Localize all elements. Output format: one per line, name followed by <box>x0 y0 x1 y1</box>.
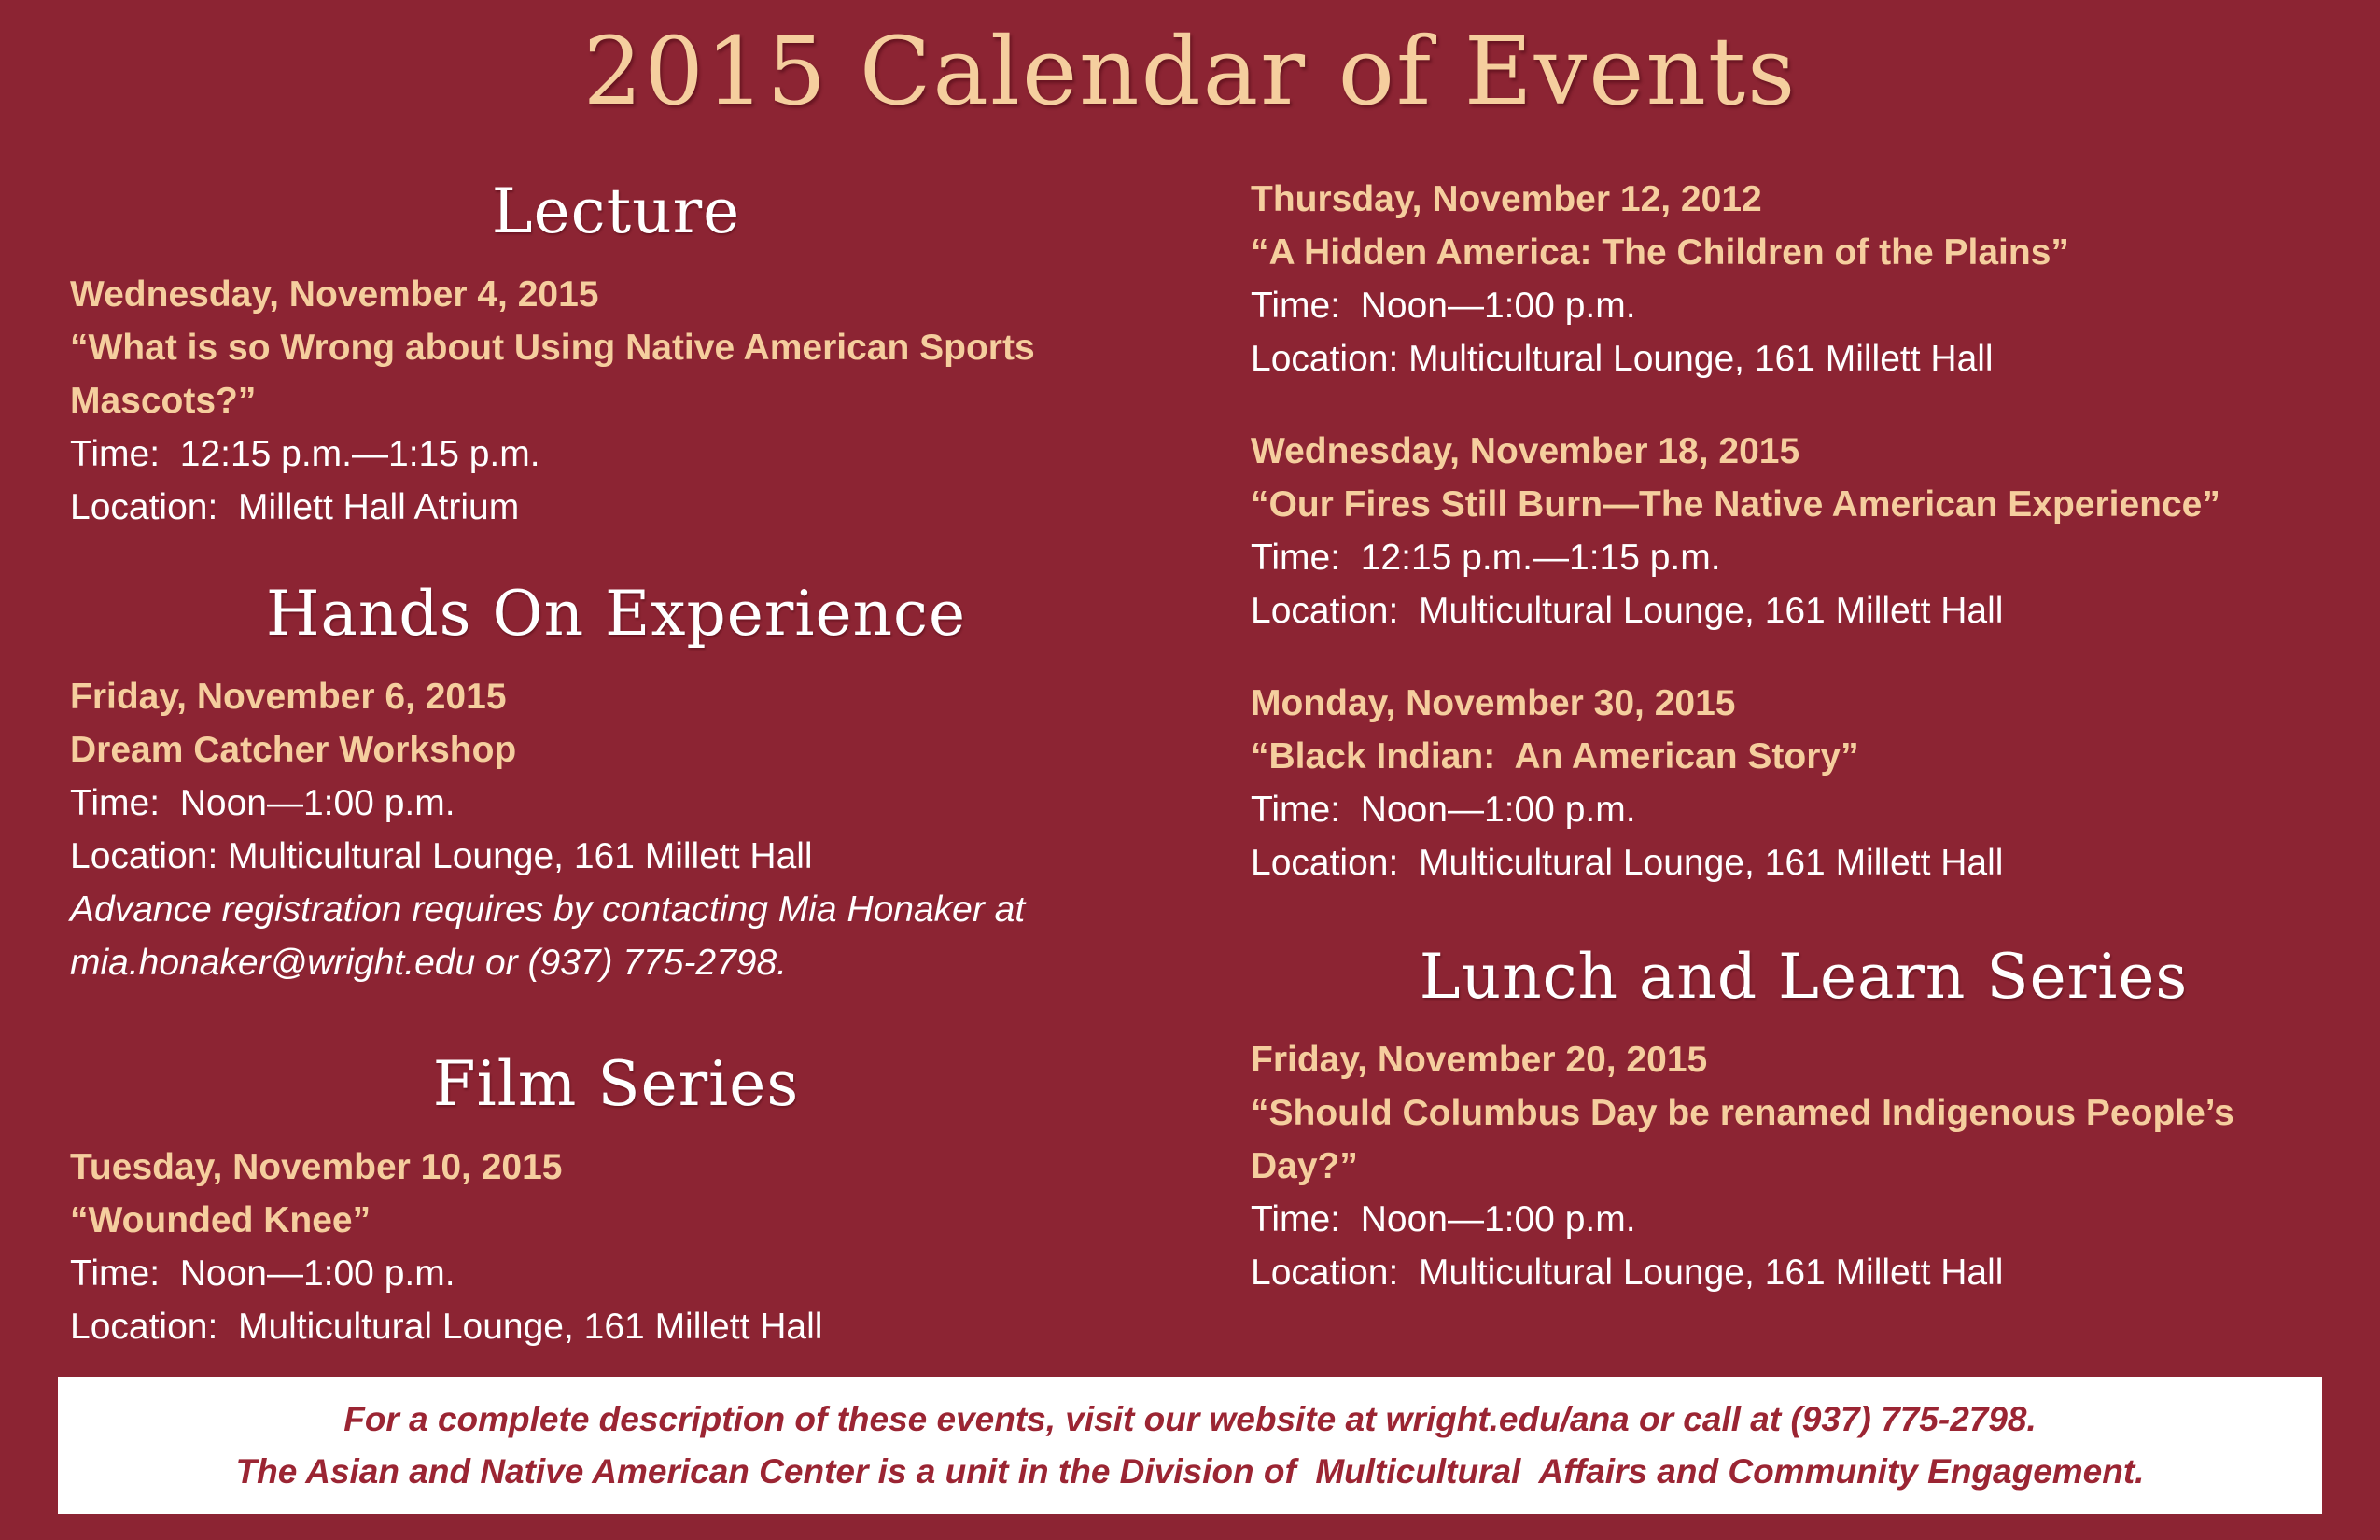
event-date: Thursday, November 12, 2012 <box>1251 179 1762 219</box>
event-location: Location: Multicultural Lounge, 161 Millett Hall <box>1251 339 1994 379</box>
event-location: Location: Millett Hall Atrium <box>70 487 520 527</box>
event-title: “What is so Wrong about Using Native American Sports Mascots?” <box>70 328 1045 421</box>
right-column <box>1251 173 2357 1299</box>
section-heading-hands-on: Hands On Experience <box>265 578 967 650</box>
event-title: Dream Catcher Workshop <box>70 730 517 770</box>
event-time: Time: 12:15 p.m.—1:15 p.m. <box>1251 538 1721 578</box>
event-hidden-america <box>1251 173 2357 385</box>
section-heading-lecture: Lecture <box>491 175 741 247</box>
section-heading-film-series: Film Series <box>432 1048 800 1120</box>
event-hands-on <box>70 670 1162 989</box>
event-location: Location: Multicultural Lounge, 161 Millett Hall <box>70 1307 823 1347</box>
event-location: Location: Multicultural Lounge, 161 Millett Hall <box>1251 591 2004 631</box>
event-title: “Our Fires Still Burn—The Native American Experience” <box>1251 484 2220 525</box>
event-registration-note: Advance registration requires by contacting Mia Honaker at mia.honaker@wright.edu or (937) 775-2798. <box>70 889 1036 983</box>
page-title: 2015 Calendar of Events <box>582 17 1798 126</box>
event-time: Time: Noon—1:00 p.m. <box>70 1253 455 1294</box>
event-date: Tuesday, November 10, 2015 <box>70 1147 563 1187</box>
event-time: Time: Noon—1:00 p.m. <box>1251 790 1636 830</box>
event-date: Wednesday, November 4, 2015 <box>70 274 599 315</box>
event-time: Time: 12:15 p.m.—1:15 p.m. <box>70 434 540 474</box>
event-lecture <box>70 268 1162 534</box>
event-columbus-day <box>1251 1033 2277 1299</box>
event-title: “Should Columbus Day be renamed Indigenous People’s Day?” <box>1251 1093 2245 1186</box>
event-date: Friday, November 6, 2015 <box>70 677 507 717</box>
event-location: Location: Multicultural Lounge, 161 Millett Hall <box>70 836 813 876</box>
footer-contact-line: For a complete description of these events, visit our website at wright.edu/ana or call at (937) 775-2798. <box>343 1399 2037 1438</box>
event-location: Location: Multicultural Lounge, 161 Millett Hall <box>1251 843 2004 883</box>
event-title: “A Hidden America: The Children of the Plains” <box>1251 232 2069 273</box>
event-film <box>70 1141 1162 1353</box>
event-date: Friday, November 20, 2015 <box>1251 1040 1708 1080</box>
section-heading-lunch-and-learn: Lunch and Learn Series <box>1419 941 2189 1013</box>
event-date: Wednesday, November 18, 2015 <box>1251 431 1800 471</box>
footer-bar <box>58 1377 2322 1514</box>
event-black-indian <box>1251 677 2357 889</box>
event-date: Monday, November 30, 2015 <box>1251 683 1736 723</box>
footer-org-line: The Asian and Native American Center is a unit in the Division of Multicultural Affairs and Community Engagement. <box>235 1451 2145 1491</box>
event-title: “Wounded Knee” <box>70 1200 371 1240</box>
event-title: “Black Indian: An American Story” <box>1251 736 1859 777</box>
event-location: Location: Multicultural Lounge, 161 Millett Hall <box>1251 1253 2004 1293</box>
left-column <box>70 173 1162 1353</box>
event-time: Time: Noon—1:00 p.m. <box>1251 1199 1636 1239</box>
event-time: Time: Noon—1:00 p.m. <box>70 783 455 823</box>
event-our-fires-still-burn <box>1251 425 2357 637</box>
event-time: Time: Noon—1:00 p.m. <box>1251 286 1636 326</box>
